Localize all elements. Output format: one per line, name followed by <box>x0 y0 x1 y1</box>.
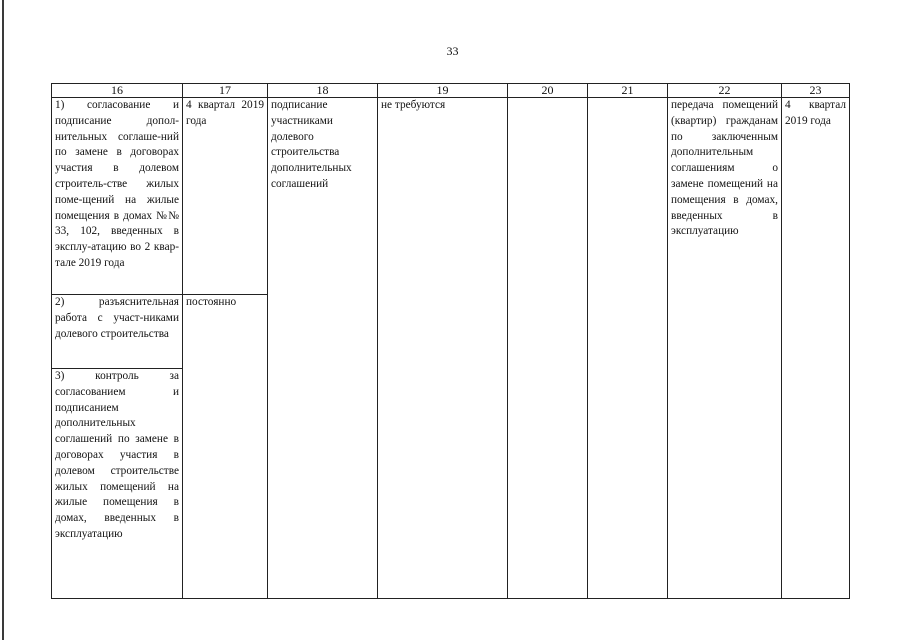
column-header-20: 20 <box>508 84 588 98</box>
column-header-23: 23 <box>782 84 850 98</box>
deadline-cell: постоянно <box>183 295 268 599</box>
empty-cell-21 <box>588 98 668 599</box>
header-row <box>52 84 850 98</box>
table-row <box>52 98 850 295</box>
result-cell: подписание участниками долевого строительства дополнительных соглашений <box>268 98 378 599</box>
column-header-18: 18 <box>268 84 378 98</box>
outcome-cell: передача помещений (квартир) гражданам по заключенным дополнительным соглашениям о замене помещений на помещения в домах, введенных в эксплуатацию <box>668 98 782 599</box>
column-header-17: 17 <box>183 84 268 98</box>
scan-edge-line <box>2 0 4 640</box>
column-header-16: 16 <box>52 84 183 98</box>
measure-cell: 3) контроль за согласованием и подписанием дополнительных соглашений по замене в договорах участия в долевом строительстве жилых помещений на жилые помещения в домах, введенных в эксплуатацию <box>52 369 183 599</box>
completion-cell: 4 квартал 2019 года <box>782 98 850 599</box>
measure-cell: 2) разъяснительная работа с участ-никами долевого строительства <box>52 295 183 369</box>
funding-cell: не требуются <box>378 98 508 599</box>
column-header-19: 19 <box>378 84 508 98</box>
column-header-21: 21 <box>588 84 668 98</box>
page-number: 33 <box>446 44 459 58</box>
deadline-cell: 4 квартал 2019 года <box>183 98 268 295</box>
column-header-22: 22 <box>668 84 782 98</box>
measure-cell: 1) согласование и подписание допол-нительных соглаше-ний по замене в договорах участия в долевом строитель-стве жилых поме-щений на жилые помещения в домах №№ 33, 102, введенных в эксплу-атацию во 2 квар-тале 2019 года <box>52 98 183 295</box>
empty-cell-20 <box>508 98 588 599</box>
measures-table <box>51 83 850 599</box>
